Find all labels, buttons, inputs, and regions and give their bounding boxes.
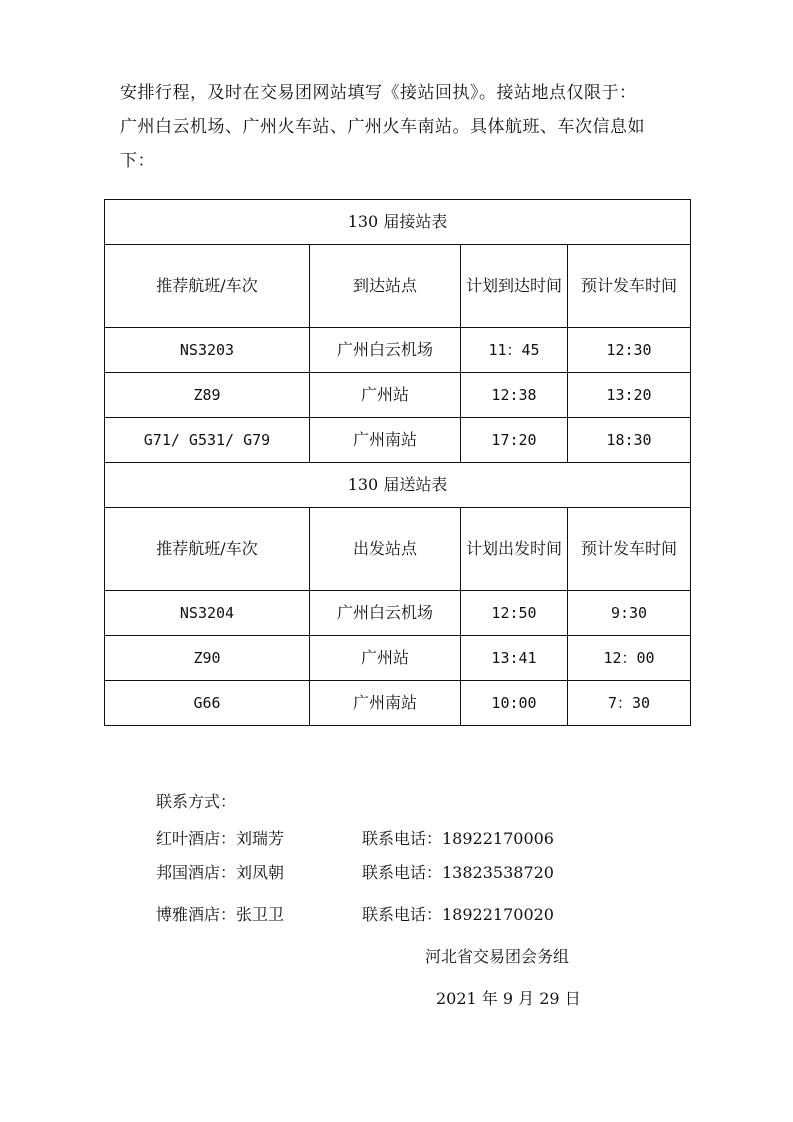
column-header: 推荐航班/车次 (105, 508, 310, 591)
intro-line: 安排行程，及时在交易团网站填写《接站回执》。接站地点仅限于： (120, 83, 637, 103)
column-header: 计划到达时间 (461, 245, 568, 328)
column-header: 到达站点 (310, 245, 461, 328)
train-number-cell: G66 (105, 681, 310, 726)
intro-line: 下： (120, 151, 155, 171)
planned-time-cell: 12:38 (461, 373, 568, 418)
departure-time-cell: 12：00 (568, 636, 691, 681)
train-number-cell: G71/ G531/ G79 (105, 418, 310, 463)
station-cell: 广州站 (310, 373, 461, 418)
train-number-cell: Z90 (105, 636, 310, 681)
station-cell: 广州站 (310, 636, 461, 681)
column-header: 计划出发时间 (461, 508, 568, 591)
station-cell: 广州南站 (310, 681, 461, 726)
contacts-heading: 联系方式： (156, 792, 237, 811)
table-row (105, 328, 691, 373)
intro-paragraph (120, 76, 680, 178)
table-row (105, 636, 691, 681)
column-header: 出发站点 (310, 508, 461, 591)
planned-time-cell: 17:20 (461, 418, 568, 463)
dropoff-header-row (105, 508, 691, 591)
train-number-cell: Z89 (105, 373, 310, 418)
signature-org: 河北省交易团会务组 (425, 947, 570, 966)
train-number-cell: NS3203 (105, 328, 310, 373)
contact-hotel-name: 邦国酒店：刘凤朝 (156, 863, 285, 882)
column-header: 预计发车时间 (568, 245, 691, 328)
departure-time-cell: 13:20 (568, 373, 691, 418)
dropoff-title-row (105, 463, 691, 508)
table-row (105, 373, 691, 418)
dropoff-table-title: 130 届送站表 (105, 463, 691, 508)
pickup-header-row (105, 245, 691, 328)
station-cell: 广州白云机场 (310, 591, 461, 636)
contact-hotel-name: 博雅酒店：张卫卫 (156, 905, 285, 924)
station-cell: 广州白云机场 (310, 328, 461, 373)
train-number-cell: NS3204 (105, 591, 310, 636)
table-row (105, 681, 691, 726)
planned-time-cell: 12:50 (461, 591, 568, 636)
contact-hotel-name: 红叶酒店：刘瑞芳 (156, 829, 285, 848)
column-header: 推荐航班/车次 (105, 245, 310, 328)
contact-phone: 联系电话：13823538720 (362, 863, 554, 882)
contact-phone: 联系电话：18922170006 (362, 829, 554, 848)
intro-line: 广州白云机场、广州火车站、广州火车南站。具体航班、车次信息如 (120, 117, 645, 137)
schedule-table (104, 199, 691, 726)
planned-time-cell: 11：45 (461, 328, 568, 373)
table-row (105, 418, 691, 463)
departure-time-cell: 12:30 (568, 328, 691, 373)
signature-date: 2021 年 9 月 29 日 (436, 989, 581, 1008)
contact-phone: 联系电话：18922170020 (362, 905, 554, 924)
pickup-title-row (105, 200, 691, 245)
table-row (105, 591, 691, 636)
station-cell: 广州南站 (310, 418, 461, 463)
planned-time-cell: 10:00 (461, 681, 568, 726)
planned-time-cell: 13:41 (461, 636, 568, 681)
departure-time-cell: 9:30 (568, 591, 691, 636)
column-header: 预计发车时间 (568, 508, 691, 591)
departure-time-cell: 7：30 (568, 681, 691, 726)
pickup-table-title: 130 届接站表 (105, 200, 691, 245)
departure-time-cell: 18:30 (568, 418, 691, 463)
